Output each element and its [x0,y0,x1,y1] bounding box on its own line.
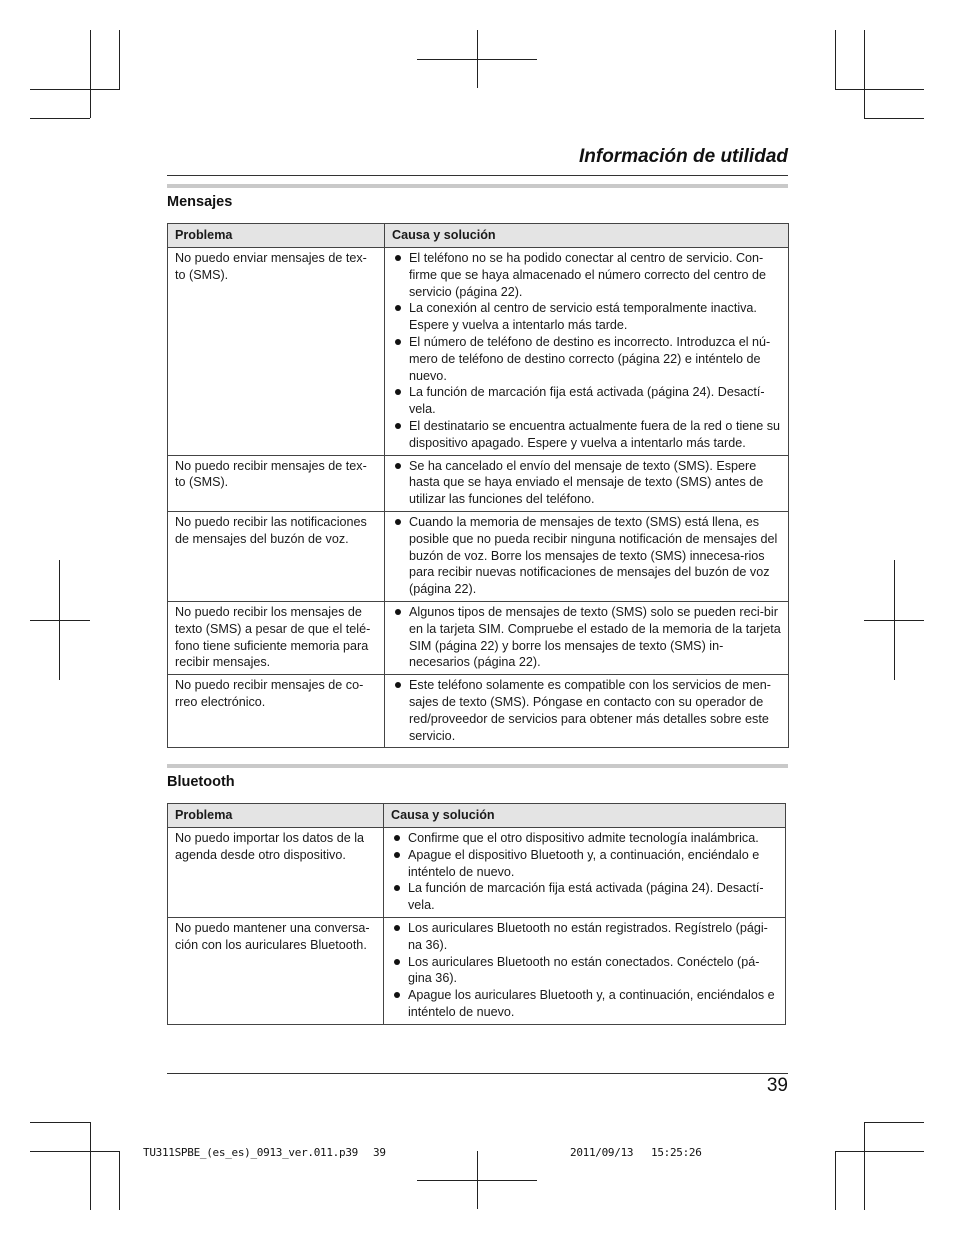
causes-cell [385,601,789,674]
table-row [168,455,789,511]
causes-list [391,920,778,1021]
causes-list [392,604,781,671]
cause-item: Apague el dispositivo Bluetooth y, a continuación, enciéndalo e inténtelo de nuevo. [391,847,778,881]
crop-mark [30,620,90,621]
header-divider [167,175,788,176]
cause-item: El destinatario se encuentra actualmente fuera de la red o tiene su dispositivo apagado. Espere y vuelva a intentarlo más tarde. [392,418,781,452]
crop-mark [864,1122,924,1123]
causes-list [392,458,781,508]
footer-file-name: TU311SPBE_(es_es)_0913_ver.011.p39 [143,1146,358,1159]
causes-cell [384,828,786,918]
section-title-bluetooth: Bluetooth [167,774,235,790]
footer-page: 39 [373,1146,386,1159]
column-header-problema: Problema [168,804,384,828]
table-row [168,248,789,456]
crop-mark [90,30,91,118]
crop-mark [417,59,537,60]
crop-mark [90,1122,91,1210]
cause-item: Apague los auriculares Bluetooth y, a continuación, enciéndalos e inténtelo de nuevo. [391,987,778,1021]
causes-list [392,677,781,744]
table-header-row [168,804,786,828]
footer-time: 15:25:26 [651,1146,702,1159]
cause-item: El número de teléfono de destino es incorrecto. Introduzca el nú-mero de teléfono de destino correcto (página 22) e inténtelo de nuevo. [392,334,781,384]
cause-item: Cuando la memoria de mensajes de texto (SMS) está llena, es posible que no pueda recibir ninguna notificación de mensajes del buzón de voz. Borre los mensajes de texto (SMS) innecesa-rios para recibir nuevas notificaciones de mensajes del buzón de voz (página 22). [392,514,781,598]
footer-date: 2011/09/13 [570,1146,634,1159]
mensajes-table [167,223,789,748]
footer-divider [167,1073,788,1074]
causes-list [391,830,778,914]
crop-mark [417,1180,537,1181]
cause-item: Los auriculares Bluetooth no están registrados. Regístrelo (pági-na 36). [391,920,778,954]
page-header-title: Información de utilidad [578,146,788,167]
crop-mark [30,1151,120,1152]
problem-cell: No puedo recibir los mensajes de texto (SMS) a pesar de que el telé-fono tiene suficiente memoria para recibir mensajes. [168,601,385,674]
cause-item: La función de marcación fija está activada (página 24). Desactí-vela. [392,384,781,418]
cause-item: Confirme que el otro dispositivo admite tecnología inalámbrica. [391,830,778,847]
causes-cell [385,248,789,456]
problem-cell: No puedo recibir mensajes de co-rreo electrónico. [168,675,385,748]
section-title-mensajes: Mensajes [167,194,233,210]
page-number: 39 [766,1075,788,1096]
section-divider [167,184,788,188]
column-header-problema: Problema [168,224,385,248]
problem-cell: No puedo recibir mensajes de tex-to (SMS). [168,455,385,511]
section-divider [167,764,788,768]
causes-cell [385,511,789,601]
crop-mark [864,30,865,118]
crop-mark [30,89,120,90]
causes-cell [385,675,789,748]
cause-item: Se ha cancelado el envío del mensaje de texto (SMS). Espere hasta que se haya enviado el mensaje de texto (SMS) antes de utilizar las funciones del teléfono. [392,458,781,508]
crop-mark [835,1151,836,1210]
cause-item: El teléfono no se ha podido conectar al centro de servicio. Con-firme que se haya almacenado el número correcto del centro de servicio (página 22). [392,250,781,300]
causes-list [392,250,781,452]
bluetooth-table [167,803,786,1025]
table-row [168,675,789,748]
table-row [168,601,789,674]
table-row [168,828,786,918]
crop-mark [864,620,924,621]
table-header-row [168,224,789,248]
crop-mark [119,1151,120,1210]
crop-mark [835,1151,924,1152]
crop-mark [30,1122,90,1123]
crop-mark [119,30,120,89]
causes-cell [385,455,789,511]
table-row [168,511,789,601]
crop-mark [835,89,924,90]
crop-mark [30,118,90,119]
table-row [168,917,786,1024]
crop-mark [864,1122,865,1210]
cause-item: Algunos tipos de mensajes de texto (SMS) solo se pueden reci-bir en la tarjeta SIM. Compruebe el estado de la memoria de la tarjeta SIM (página 22) y borre los mensajes de texto (SMS) in-necesarios (página 22). [392,604,781,671]
causes-cell [384,917,786,1024]
cause-item: La conexión al centro de servicio está temporalmente inactiva. Espere y vuelva a intentarlo más tarde. [392,300,781,334]
crop-mark [835,30,836,89]
column-header-causa: Causa y solución [385,224,789,248]
column-header-causa: Causa y solución [384,804,786,828]
problem-cell: No puedo recibir las notificaciones de mensajes del buzón de voz. [168,511,385,601]
cause-item: La función de marcación fija está activada (página 24). Desactí-vela. [391,880,778,914]
cause-item: Los auriculares Bluetooth no están conectados. Conéctelo (pá-gina 36). [391,954,778,988]
cause-item: Este teléfono solamente es compatible con los servicios de men-sajes de texto (SMS). Póngase en contacto con su operador de red/proveedor de servicios para obtener más detalles sobre este servicio. [392,677,781,744]
problem-cell: No puedo importar los datos de la agenda desde otro dispositivo. [168,828,384,918]
crop-mark [864,118,924,119]
causes-list [392,514,781,598]
problem-cell: No puedo enviar mensajes de tex-to (SMS). [168,248,385,456]
problem-cell: No puedo mantener una conversa-ción con los auriculares Bluetooth. [168,917,384,1024]
